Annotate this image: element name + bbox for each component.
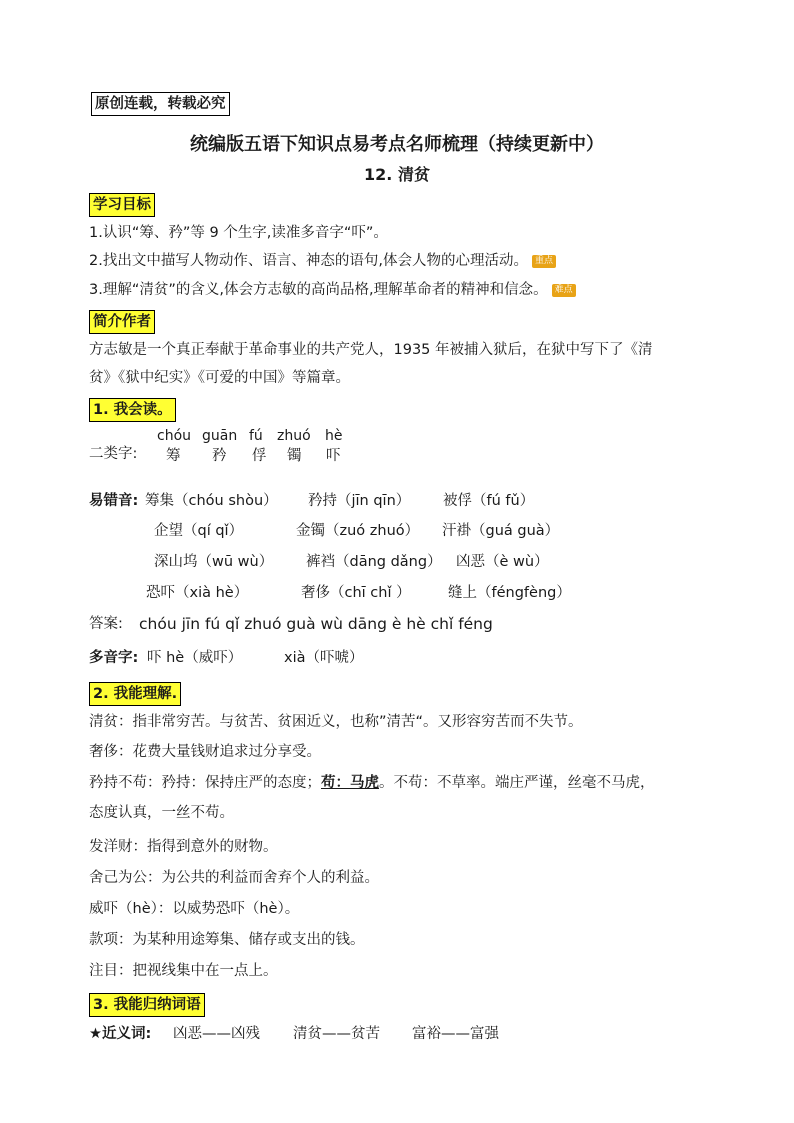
character: 俘: [252, 448, 267, 464]
section-heading-author: 简介作者: [89, 310, 155, 334]
synonym-label: ★近义词:: [89, 1026, 152, 1042]
character: 矜: [212, 448, 227, 464]
char-list-label: 二类字:: [89, 446, 138, 462]
goal-text: 3.理解“清贫”的含义,体会方志敏的高尚品格,理解革命者的精神和信念。: [89, 282, 548, 298]
confuse-item: 金镯（zuó zhuó）: [296, 523, 420, 539]
character: 筹: [166, 448, 181, 464]
synonym-pair: 清贫——贫苦: [293, 1026, 380, 1042]
pinyin: zhuó: [277, 428, 311, 444]
pinyin: guān: [202, 428, 238, 444]
section-heading-goals: 学习目标: [89, 193, 155, 217]
confuse-item: 缝上（féngfèng）: [448, 585, 571, 601]
goal-item: [89, 251, 556, 271]
answer-pinyin: chóu jīn fú qǐ zhuó guà wù dāng è hè chǐ féng: [139, 615, 493, 633]
confuse-label: 易错音:: [89, 493, 139, 509]
definition-text: 矜持不苟：矜持：保持庄严的态度；: [89, 775, 321, 791]
pinyin: fú: [249, 428, 263, 444]
confuse-item: 凶恶（è wù）: [456, 554, 549, 570]
confuse-item: 深山坞（wū wù）: [154, 554, 274, 570]
definition-text: 。不苟：不草率。端庄严谨，丝毫不马虎，: [379, 775, 655, 791]
goal-item: [89, 280, 576, 300]
synonym-pair: 富裕——富强: [412, 1026, 499, 1042]
polyphone-reading: xià（吓唬）: [284, 650, 364, 666]
goal-text: 2.找出文中描写人物动作、语言、神态的语句,体会人物的心理活动。: [89, 253, 528, 269]
character: 吓: [326, 448, 341, 464]
confuse-item: 矜持（jīn qīn）: [308, 493, 411, 509]
synonym-pair: 凶恶——凶残: [173, 1026, 260, 1042]
confuse-item: 裤裆（dāng dǎng）: [306, 554, 442, 570]
confuse-item: 奢侈（chī chǐ ）: [301, 585, 411, 601]
confuse-item: 被俘（fú fǔ）: [443, 493, 535, 509]
section-heading-read: 1. 我会读。: [89, 398, 176, 422]
document-title: 统编版五语下知识点易考点名师梳理（持续更新中）: [190, 134, 604, 155]
character: 镯: [287, 448, 302, 464]
definition-line: 注目：把视线集中在一点上。: [89, 963, 278, 979]
confuse-item: 企望（qí qǐ）: [154, 523, 244, 539]
definition-line: 态度认真，一丝不苟。: [89, 805, 234, 821]
definition-line: 发洋财：指得到意外的财物。: [89, 839, 278, 855]
goal-item: 1.认识“筹、矜”等 9 个生字,读准多音字“吓”。: [89, 225, 388, 241]
author-text: 贫》《狱中纪实》《可爱的中国》等篇章。: [89, 370, 350, 386]
confuse-item: 筹集（chóu shòu）: [145, 493, 278, 509]
pinyin: hè: [325, 428, 343, 444]
section-heading-understand: 2. 我能理解.: [89, 682, 181, 706]
underlined-term: 苟：马虎: [321, 775, 379, 791]
confuse-item: 汗褂（guá guà）: [442, 523, 560, 539]
copyright-banner: 原创连载，转载必究: [91, 92, 230, 116]
lesson-title: 12. 清贫: [364, 165, 430, 184]
definition-line: 舍己为公：为公共的利益而舍弃个人的利益。: [89, 870, 379, 886]
definition-line: 奢侈：花费大量钱财追求过分享受。: [89, 744, 321, 760]
definition-line: 威吓（hè）：以威势恐吓（hè）。: [89, 901, 300, 917]
section-heading-words: 3. 我能归纳词语: [89, 993, 205, 1017]
polyphone-label: 多音字:: [89, 650, 139, 666]
confuse-item: 恐吓（xià hè）: [146, 585, 249, 601]
answer-label: 答案:: [89, 616, 123, 632]
author-text: 方志敏是一个真正奉献于革命事业的共产党人，1935 年被捕入狱后，在狱中写下了《清: [89, 342, 653, 358]
definition-line: 款项：为某种用途筹集、储存或支出的钱。: [89, 932, 365, 948]
definition-line: [89, 773, 655, 793]
definition-line: 清贫：指非常穷苦。与贫苦、贫困近义，也称”清苦“。又形容穷苦而不失节。: [89, 714, 583, 730]
key-point-tag: 重点: [532, 255, 556, 268]
difficulty-tag: 难点: [552, 284, 576, 297]
pinyin: chóu: [157, 428, 192, 444]
polyphone-reading: 吓 hè（威吓）: [147, 650, 243, 666]
